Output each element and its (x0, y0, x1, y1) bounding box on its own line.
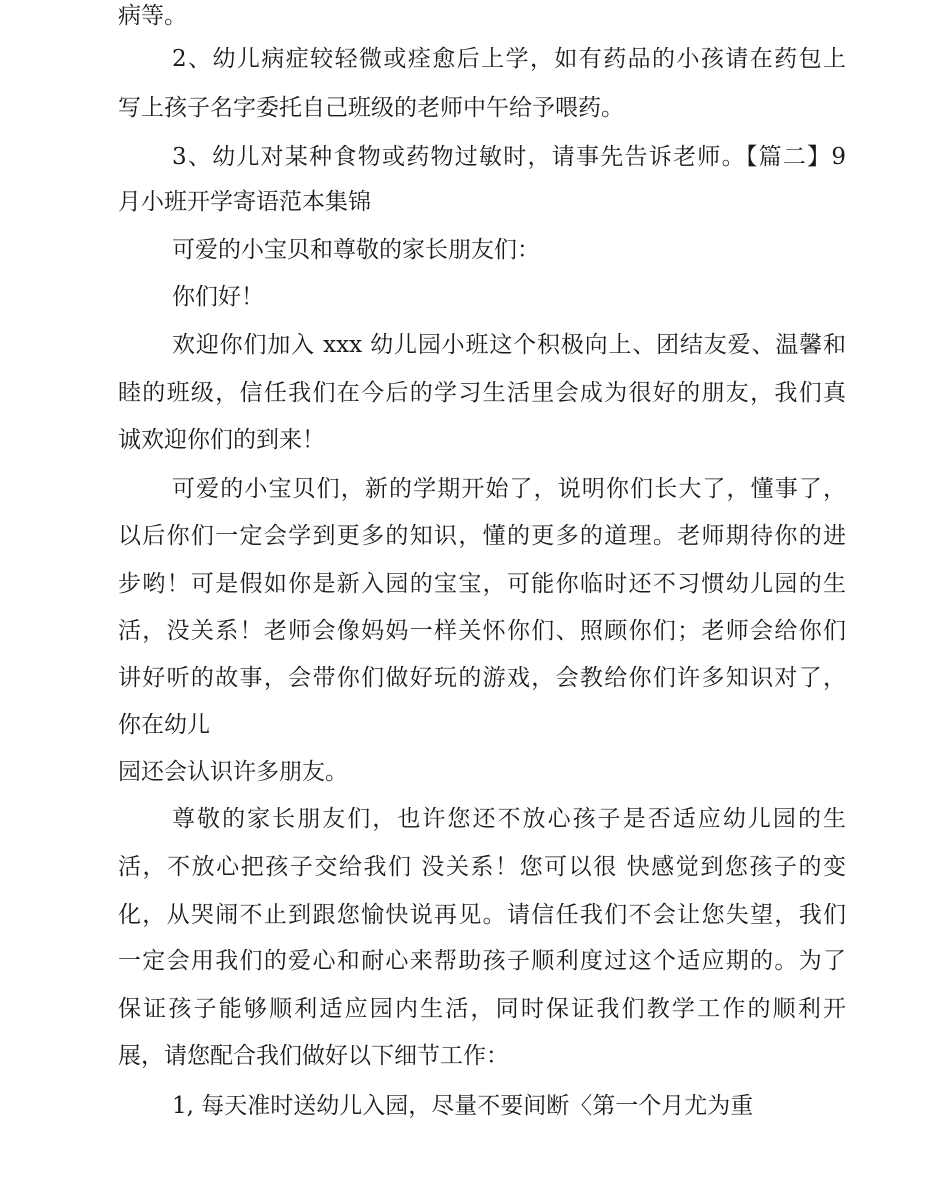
text-line-23: 展，请您配合我们做好以下细节工作： (118, 1043, 509, 1069)
text-line-6: 可爱的小宝贝和尊敬的家长朋友们： (172, 237, 540, 263)
text-line-1: 病等。 (118, 3, 187, 29)
text-line-11: 可爱的小宝贝们，新的学期开始了，说明你们长大了，懂事了， (172, 476, 846, 502)
text-line-20: 化，从哭闹不止到跟您愉快说再见。请信任我们不会让您失望，我们 (118, 902, 846, 928)
text-line-18: 尊敬的家长朋友们，也许您还不放心孩子是否适应幼儿园的生 (172, 806, 846, 832)
text-line-15: 讲好听的故事，会带你们做好玩的游戏，会教给你们许多知识对了， (118, 665, 846, 691)
text-line-10: 诚欢迎你们的到来！ (118, 427, 325, 453)
text-line-19: 活，不放心把孩子交给我们 没关系！您可以很 快感觉到您孩子的变 (118, 854, 846, 880)
text-line-7: 你们好！ (172, 284, 264, 310)
text-line-21: 一定会用我们的爱心和耐心来帮助孩子顺利度过这个适应期的。为了 (118, 948, 846, 974)
text-line-13: 步哟！可是假如你是新入园的宝宝，可能你临时还不习惯幼儿园的生 (118, 571, 846, 597)
text-line-16: 你在幼儿 (118, 712, 210, 738)
text-line-22: 保证孩子能够顺利适应园内生活，同时保证我们教学工作的顺利开 (118, 996, 846, 1022)
text-line-14: 活，没关系！老师会像妈妈一样关怀你们、照顾你们；老师会给你们 (118, 618, 846, 644)
text-line-24: 1, 每天准时送幼儿入园，尽量不要间断〈第一个月尤为重 (172, 1093, 754, 1119)
text-line-3: 写上孩子名字委托自己班级的老师中午给予喂药。 (118, 95, 624, 121)
text-line-5: 月小班开学寄语范本集锦 (118, 189, 371, 215)
text-line-17: 园还会认识许多朋友。 (118, 759, 348, 785)
text-line-2: 2、幼儿病症较轻微或痊愈后上学，如有药品的小孩请在药包上 (172, 46, 846, 72)
text-line-9: 睦的班级，信任我们在今后的学习生活里会成为很好的朋友，我们真 (118, 380, 846, 406)
text-line-8: 欢迎你们加入 xxx 幼儿园小班这个积极向上、团结友爱、温馨和 (172, 332, 846, 358)
text-line-4: 3、幼儿对某种食物或药物过敏时，请事先告诉老师。【篇二】9 (172, 144, 846, 170)
text-line-12: 以后你们一定会学到更多的知识，懂的更多的道理。老师期待你的进 (118, 523, 846, 549)
